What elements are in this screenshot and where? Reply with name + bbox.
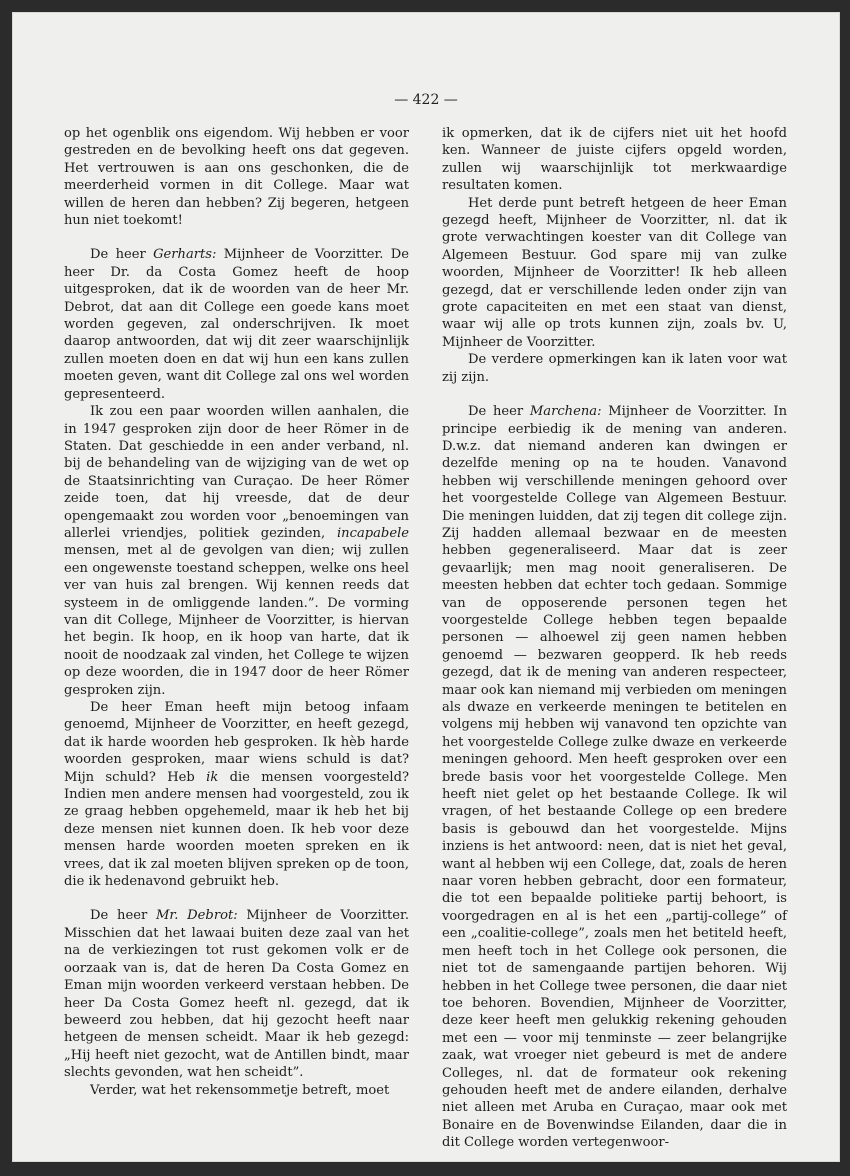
paragraph-text: Mijnheer de Voorzitter. In principe eerbiedig ik de mening van anderen. D.w.z. dat niemand anderen kan dwingen er dezelfde mening op na te houden. Vanavond hebben wij verschillende meningen gehoord over het voorgestelde College van Algemeen Bestuur. Die meningen luidden, dat zij tegen dit college zijn. Zij hadden allemaal bezwaar en de meesten hebben gegeneraliseerd. Maar dat is zeer gevaarlijk; men mag nooit generaliseren. De meesten hebben dat echter toch gedaan. Sommige van de opposerende personen tegen het voorgestelde College hebben tegen bepaalde personen — alhoewel zij geen namen hebben genoemd — bezwaren geopperd. Ik heb reeds gezegd, dat ik de mening van anderen respecteer, maar ook kan niemand mij verbieden om meningen als dwaze en verkeerde meningen te betitelen en volgens mij hebben wij vanavond ten opzichte van het voorgestelde College zulke dwaze en verkeerde meningen gehoord. Men heeft gesproken over een brede basis voor het voorgestelde College. Men heeft niet gelet op het bestaande College. Ik wil vragen, of het bestaande College op een bredere basis is gebouwd dan het voorgestelde. Mijns inziens is het antwoord: neen, dat is niet het geval, want al hebben wij een College, dat, zoals de heren naar voren hebben gebracht, door een formateur, die tot een bepaalde politieke partij behoort, is voorgedragen en al is het een „partij-college” of een „coalitie-college”, zoals men het betiteld heeft, men heeft toch in het College ook personen, die niet tot de samengaande partijen behoren. Wij hebben in het College twee personen, die daar niet toe behoren. Bovendien, Mijnheer de Voorzitter, deze keer heeft men gelukkig rekening gehouden met een — voor mij tenminste — zeer belangrijke zaak, wat vroeger niet gebeurd is met de andere Colleges, nl. dat de formateur ook rekening gehouden heeft met de andere eilanden, derhalve niet alleen met Aruba en Curaçao, maar ook met Bonaire en de Bovenwindse Eilanden, daar die in dit College worden vertegenwoor-	[442, 404, 788, 1151]
speaker-name: Gerharts:	[153, 247, 217, 263]
paragraph-text: die mensen voorgesteld? Indien men andere mensen had voorgesteld, zou ik ze graag hebben opgehemeld, maar ik heb het bij deze mensen niet kunnen doen. Ik heb voor deze mensen harde woorden moeten spreken en ik vrees, dat ik zal moeten blijven spreken op de toon, die ik hedenavond gebruikt heb.	[64, 769, 409, 890]
paragraph: De verdere opmerkingen kan ik laten voor wat zij zijn.	[442, 352, 787, 385]
paragraph: Het derde punt betreft hetgeen de heer Eman gezegd heeft, Mijnheer de Voorzitter, nl. dat ik grote verwachtingen koester van dit College van Algemeen Bestuur. God spare mij van zulke woorden, Mijnheer de Voorzitter! Ik heb alleen gezegd, dat er verschillende leden onder zijn van grote capaciteiten en met een staat van dienst, waar wij alle op trots kunnen zijn, zoals bv. U, Mijnheer de Voorzitter.	[442, 195, 787, 350]
paragraph: ik opmerken, dat ik de cijfers niet uit het hoofd ken. Wanneer de juiste cijfers opgeld worden, zullen wij waarschijnlijk tot merkwaardige resultaten komen.	[442, 126, 787, 194]
speaker-name: Mr. Debrot:	[156, 908, 238, 924]
speaker-prefix: De heer	[90, 908, 157, 924]
speaker-prefix: De heer	[468, 404, 530, 420]
paragraph-text: Mijnheer de Voorzitter. Misschien dat het lawaai buiten deze zaal van het na de verkiezingen tot rust gekomen volk er de oorzaak van is, dat de heren Da Costa Gomez en Eman mijn woorden verkeerd verstaan hebben. De heer Da Costa Gomez heeft nl. gezegd, dat ik beweerd zou hebben, dat hij gezocht heeft naar hetgeen de mensen scheidt. Maar ik heb gezegd: „Hij heeft niet gezocht, wat de Antillen bindt, maar slechts gevonden, wat hen scheidt”.	[64, 908, 410, 1081]
right-column	[442, 125, 787, 1152]
paragraph-text: De heer Eman heeft mijn betoog infaam genoemd, Mijnheer de Voorzitter, en heeft gezegd, dat ik harde woorden heb gesproken. Ik hèb harde woorden gesproken, maar wiens schuld is dat? Mijn schuld? Heb	[64, 700, 409, 785]
page-number: — 422 —	[394, 92, 458, 108]
paragraph	[64, 403, 409, 699]
paragraph-text: Ik zou een paar woorden willen aanhalen, die in 1947 gesproken zijn door de heer Römer in de Staten. Dat geschiedde in een ander verband, nl. bij de behandeling van de wijziging van de wet op de Staatsinrichting van Curaçao. De heer Römer zeide toen, dat hij vreesde, dat de deur opengemaakt zou worden voor „benoemingen van allerlei vriendjes, politiek gezinden,	[64, 404, 409, 541]
paragraph: op het ogenblik ons eigendom. Wij hebben er voor gestreden en de bevolking heeft ons dat gegeven. Het vertrouwen is aan ons geschonken, die de meerderheid vormen in dit College. Maar wat willen de heren dan hebben? Zij begeren, hetgeen hun niet toekomt!	[64, 126, 409, 229]
speaker-paragraph-gerharts	[64, 246, 409, 403]
left-column	[64, 125, 409, 1099]
speaker-name: Marchena:	[529, 404, 602, 420]
emphasis-text: incapabele	[336, 525, 409, 541]
paragraph: Verder, wat het rekensommetje betreft, moet	[90, 1082, 390, 1098]
speaker-prefix: De heer	[90, 247, 154, 263]
document-page	[12, 12, 840, 1162]
speaker-paragraph-debrot	[64, 907, 409, 1081]
paragraph-text: Mijnheer de Voorzitter. De heer Dr. da Costa Gomez heeft de hoop uitgesproken, dat ik de woorden van de heer Mr. Debrot, dat aan dit College een goede kans moet worden gegeven, zal onderschrijven. Ik moet daarop antwoorden, dat wij dit zeer waarschijnlijk zullen moeten doen en dat wij hun een kans zullen moeten geven, want dit College zal ons wel worden gepresenteerd.	[64, 247, 409, 402]
paragraph-text: mensen, met al de gevolgen van dien; wij zullen een ongewenste toestand scheppen, welke ons heel ver van huis zal brengen. Wij kennen reeds dat systeem in de omliggende landen.”. De vorming van dit College, Mijnheer de Voorzitter, is hiervan het begin. Ik hoop, en ik hoop van harte, dat ik nooit de noodzaak zal vinden, het College te wijzen op deze woorden, die in 1947 door de heer Römer gesproken zijn.	[64, 543, 409, 698]
emphasis-text: ik	[206, 769, 219, 785]
speaker-paragraph-marchena	[442, 403, 787, 1151]
paragraph	[64, 699, 409, 890]
